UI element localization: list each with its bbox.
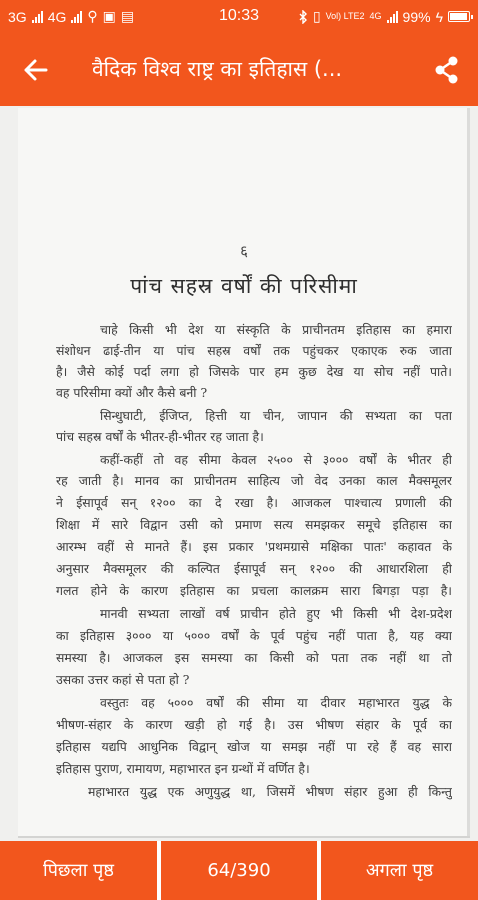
page-line: कहीं-कहीं तो वह सीमा केवल २५०० से ३००० वर्षों के भीतर ही xyxy=(100,452,452,467)
battery-icon xyxy=(448,11,470,22)
signal-icon xyxy=(387,11,398,23)
network-3-label: 4G xyxy=(369,11,382,21)
page-line: अनुसार मैक्समूलर की कल्पित ईसापूर्व सन् १२०० की आधारशिला ही xyxy=(56,561,452,576)
clock: 10:33 xyxy=(218,7,260,24)
page-line: मानवी सभ्यता लाखों वर्ष प्राचीन होते हुए भी किसी भी देश-प्रदेश xyxy=(100,606,452,621)
page-line: महाभारत युद्ध एक अणुयुद्ध था, जिसमें भीषण संहार हुआ ही किन्तु xyxy=(88,784,452,799)
page-counter: 64/390 xyxy=(161,841,317,900)
chapter-heading: पांच सहस्र वर्षों की परिसीमा xyxy=(130,274,358,298)
page-line: संशोधन ढाई-तीन या पांच सहस्र वर्षों तक पहुंचकर एकाएक रुक जाता xyxy=(56,343,452,358)
page-line: चाहे किसी भी देश या संस्कृति के प्राचीनतम इतिहास का हमारा xyxy=(100,322,452,337)
gallery-icon: ▤ xyxy=(120,8,135,24)
page-line: समस्या है। आजकल इस समस्या का किसी को पता तक नहीं था तो xyxy=(56,650,452,665)
bottom-bar xyxy=(0,841,478,900)
page-line: सिन्धुघाटी, ईजिप्त, हित्ती या चीन, जापान की सभ्यता का पता xyxy=(100,408,452,423)
page-line: का इतिहास ३००० या ५००० वर्षों के पूर्व पहुंच नहीं पाता है, यह क्या xyxy=(56,628,452,643)
bluetooth-icon xyxy=(299,10,308,24)
status-bar xyxy=(0,0,478,33)
chapter-number: ६ xyxy=(240,242,248,260)
page-bottom-edge xyxy=(18,836,470,838)
back-button[interactable] xyxy=(20,55,52,85)
page-viewer[interactable] xyxy=(0,106,478,841)
page-line: गलत होने के कारण इतिहास का प्रचला कालक्रम सारा बिगड़ा पड़ा है। xyxy=(56,583,452,598)
page-edge xyxy=(467,108,470,838)
page-line: इतिहास पुराण, रामायण, महाभारत इन ग्रन्थों में वर्णित है। xyxy=(56,761,310,776)
battery-percent: 99% xyxy=(402,8,431,25)
volte-label: Vol) LTE2 xyxy=(325,11,365,21)
page-line: वस्तुतः वह ५००० वर्षों की सीमा या दीवार महाभारत युद्ध के xyxy=(100,695,452,710)
page-line: ने ईसापूर्व सन् १२०० का दे रखा है। आजकल पाश्चात्य प्रणाली की xyxy=(56,495,452,510)
previous-page-button[interactable]: पिछला पृष्ठ xyxy=(0,841,157,900)
page-line: उसका उत्तर कहां से पता हो ? xyxy=(56,672,190,687)
page-line: शिक्षा में सारे विद्वान उसी को प्रमाण सत्य समझकर समूचे इतिहास का xyxy=(56,517,452,532)
page-line: आरम्भ वहीं से मानते हैं। इस प्रकार 'प्रथमग्रासे मक्षिका पातः' कहावत के xyxy=(56,539,452,554)
next-page-button[interactable]: अगला पृष्ठ xyxy=(321,841,478,900)
notification-icon: ▣ xyxy=(102,8,116,24)
page-line: पांच सहस्र वर्षों के भीतर-ही-भीतर रह जाता है। xyxy=(56,429,264,444)
network-2-label: 4G xyxy=(47,8,67,25)
charging-icon: ϟ xyxy=(435,8,443,25)
book-title: वैदिक विश्व राष्ट्र का इतिहास (... xyxy=(92,57,343,81)
share-icon xyxy=(432,55,462,85)
app-bar xyxy=(0,33,478,106)
page-line: रह जाती है। मानव का प्राचीनतम साहित्य जो वेद उनका काल मैक्समूलर xyxy=(56,473,452,488)
vibrate-icon: ▯ xyxy=(312,8,321,24)
page-line: भीषण-संहार के कारण खड़ी हो गई है। उस भीषण संहार के पूर्व का xyxy=(56,717,452,732)
share-button[interactable] xyxy=(432,55,462,85)
page-line: वह परिसीमा क्यों और कैसे बनी ? xyxy=(56,385,208,400)
network-1-label: 3G xyxy=(8,8,27,25)
scanned-page xyxy=(18,108,470,838)
page-line: इतिहास यद्यपि आधुनिक विद्वान् खोज या समझ नहीं पा रहे हैं वह सारा xyxy=(56,739,452,754)
page-line: है। जैसे कोई पर्दा लगा हो जिसके पार हम कुछ देख या सोच नहीं पाते। xyxy=(56,364,452,379)
back-arrow-icon xyxy=(20,55,52,85)
usb-icon: ⚲ xyxy=(87,8,98,24)
status-right xyxy=(299,8,470,25)
